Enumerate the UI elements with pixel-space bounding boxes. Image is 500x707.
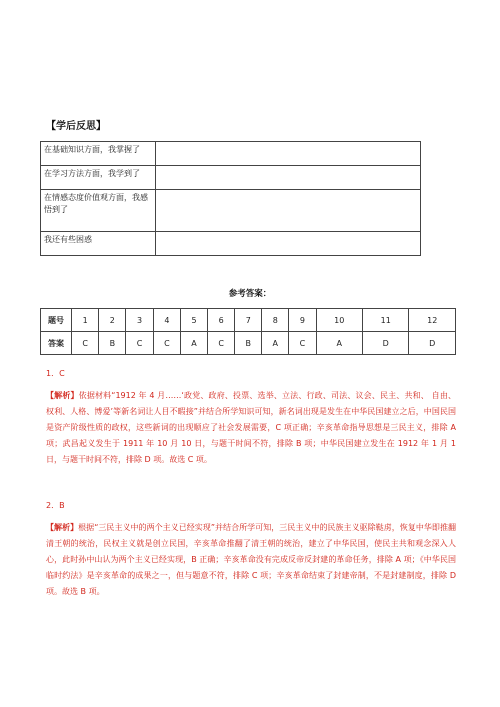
reflection-table: [40, 141, 421, 256]
answer-value: B: [99, 332, 126, 355]
question-number: 5: [181, 309, 208, 332]
explanation-text: 根据“三民主义中的两个主义已经实现”并结合所学可知，三民主义中的民族主义驱除鞑虏，恢复中华即推翻清王朝的统治，民权主义就是创立民国，辛亥革命推翻了清王朝的统治，建立了中华民国，使民主共和观念深入人心，此时孙中山认为两个主义已经实现，B 正确；辛亥革命没有完成反帝反封建的革命任务，排除 A 项；《中华民国临时约法》是辛亥革命的成果之一，但与题意不符，排除 C 项；辛亥革命结束了封建帝制，不是封建制度，排除 D 项。故选 B 项。: [46, 523, 456, 596]
reflection-answer-cell[interactable]: [156, 232, 421, 256]
explanation-number: 2．B: [46, 501, 65, 510]
answer-value: A: [316, 332, 362, 355]
reflection-prompt: 我还有些困惑: [41, 232, 156, 256]
reflection-prompt: 在情感态度价值观方面，我感悟到了: [41, 190, 156, 232]
question-number: 6: [207, 309, 234, 332]
answer-value: B: [235, 332, 262, 355]
answer-value: C: [72, 332, 99, 355]
reflection-row: [41, 166, 421, 190]
question-number: 3: [126, 309, 153, 332]
reflection-row: [41, 142, 421, 166]
answer-value: C: [207, 332, 234, 355]
reflection-row: [41, 190, 421, 232]
answer-value: D: [409, 332, 456, 355]
explanation-number: 1．C: [46, 369, 65, 378]
reflection-answer-cell[interactable]: [156, 190, 421, 232]
question-number: 12: [409, 309, 456, 332]
reflection-title: 【学后反思】: [46, 121, 106, 132]
question-number-row: [41, 309, 456, 332]
question-number: 10: [316, 309, 362, 332]
reflection-row: [41, 232, 421, 256]
answer-value: A: [181, 332, 208, 355]
reflection-prompt: 在学习方法方面，我学到了: [41, 166, 156, 190]
answer-value: C: [153, 332, 180, 355]
explanation-paragraph: [46, 388, 456, 468]
question-number: 11: [362, 309, 408, 332]
explanation-paragraph: [46, 520, 456, 600]
question-number: 8: [262, 309, 289, 332]
question-number: 1: [72, 309, 99, 332]
answer-value: A: [262, 332, 289, 355]
answer-row: [41, 332, 456, 355]
question-number: 9: [289, 309, 316, 332]
answer-value: D: [362, 332, 408, 355]
answer-header: 答案: [41, 332, 72, 355]
explanation-tag: 【解析】: [46, 523, 79, 532]
question-number: 4: [153, 309, 180, 332]
answer-key-title: 参考答案：: [228, 289, 272, 299]
reflection-prompt: 在基础知识方面，我掌握了: [41, 142, 156, 166]
reflection-answer-cell[interactable]: [156, 166, 421, 190]
question-number: 7: [235, 309, 262, 332]
answer-value: C: [289, 332, 316, 355]
explanation-text: 依据材料“1912 年 4 月……‘政党、政府、投票、选举、立法、行政、司法、议会、民主、共和、 自由、权利、人格、博爱’等新名词让人目不暇接”并结合所学知识可知，新名词出现是发生在中华民国建立之后，中国民国是资产阶级性质的政权，这些新词的出现顺应了社会发展需要，C 项正确；辛亥革命指导思想是三民主义，排除 A 项；武昌起义发生于 1911 年 10 月 10 日，与题干时间不符，排除 B 项；中华民国建立发生在 1912 年 1 月 1 日，与题干时间不符，排除 D 项。故选 C 项。: [46, 391, 456, 464]
explanation-tag: 【解析】: [46, 391, 79, 400]
answer-value: C: [126, 332, 153, 355]
question-number-header: 题号: [41, 309, 72, 332]
answer-key-table: [40, 308, 456, 355]
question-number: 2: [99, 309, 126, 332]
reflection-answer-cell[interactable]: [156, 142, 421, 166]
